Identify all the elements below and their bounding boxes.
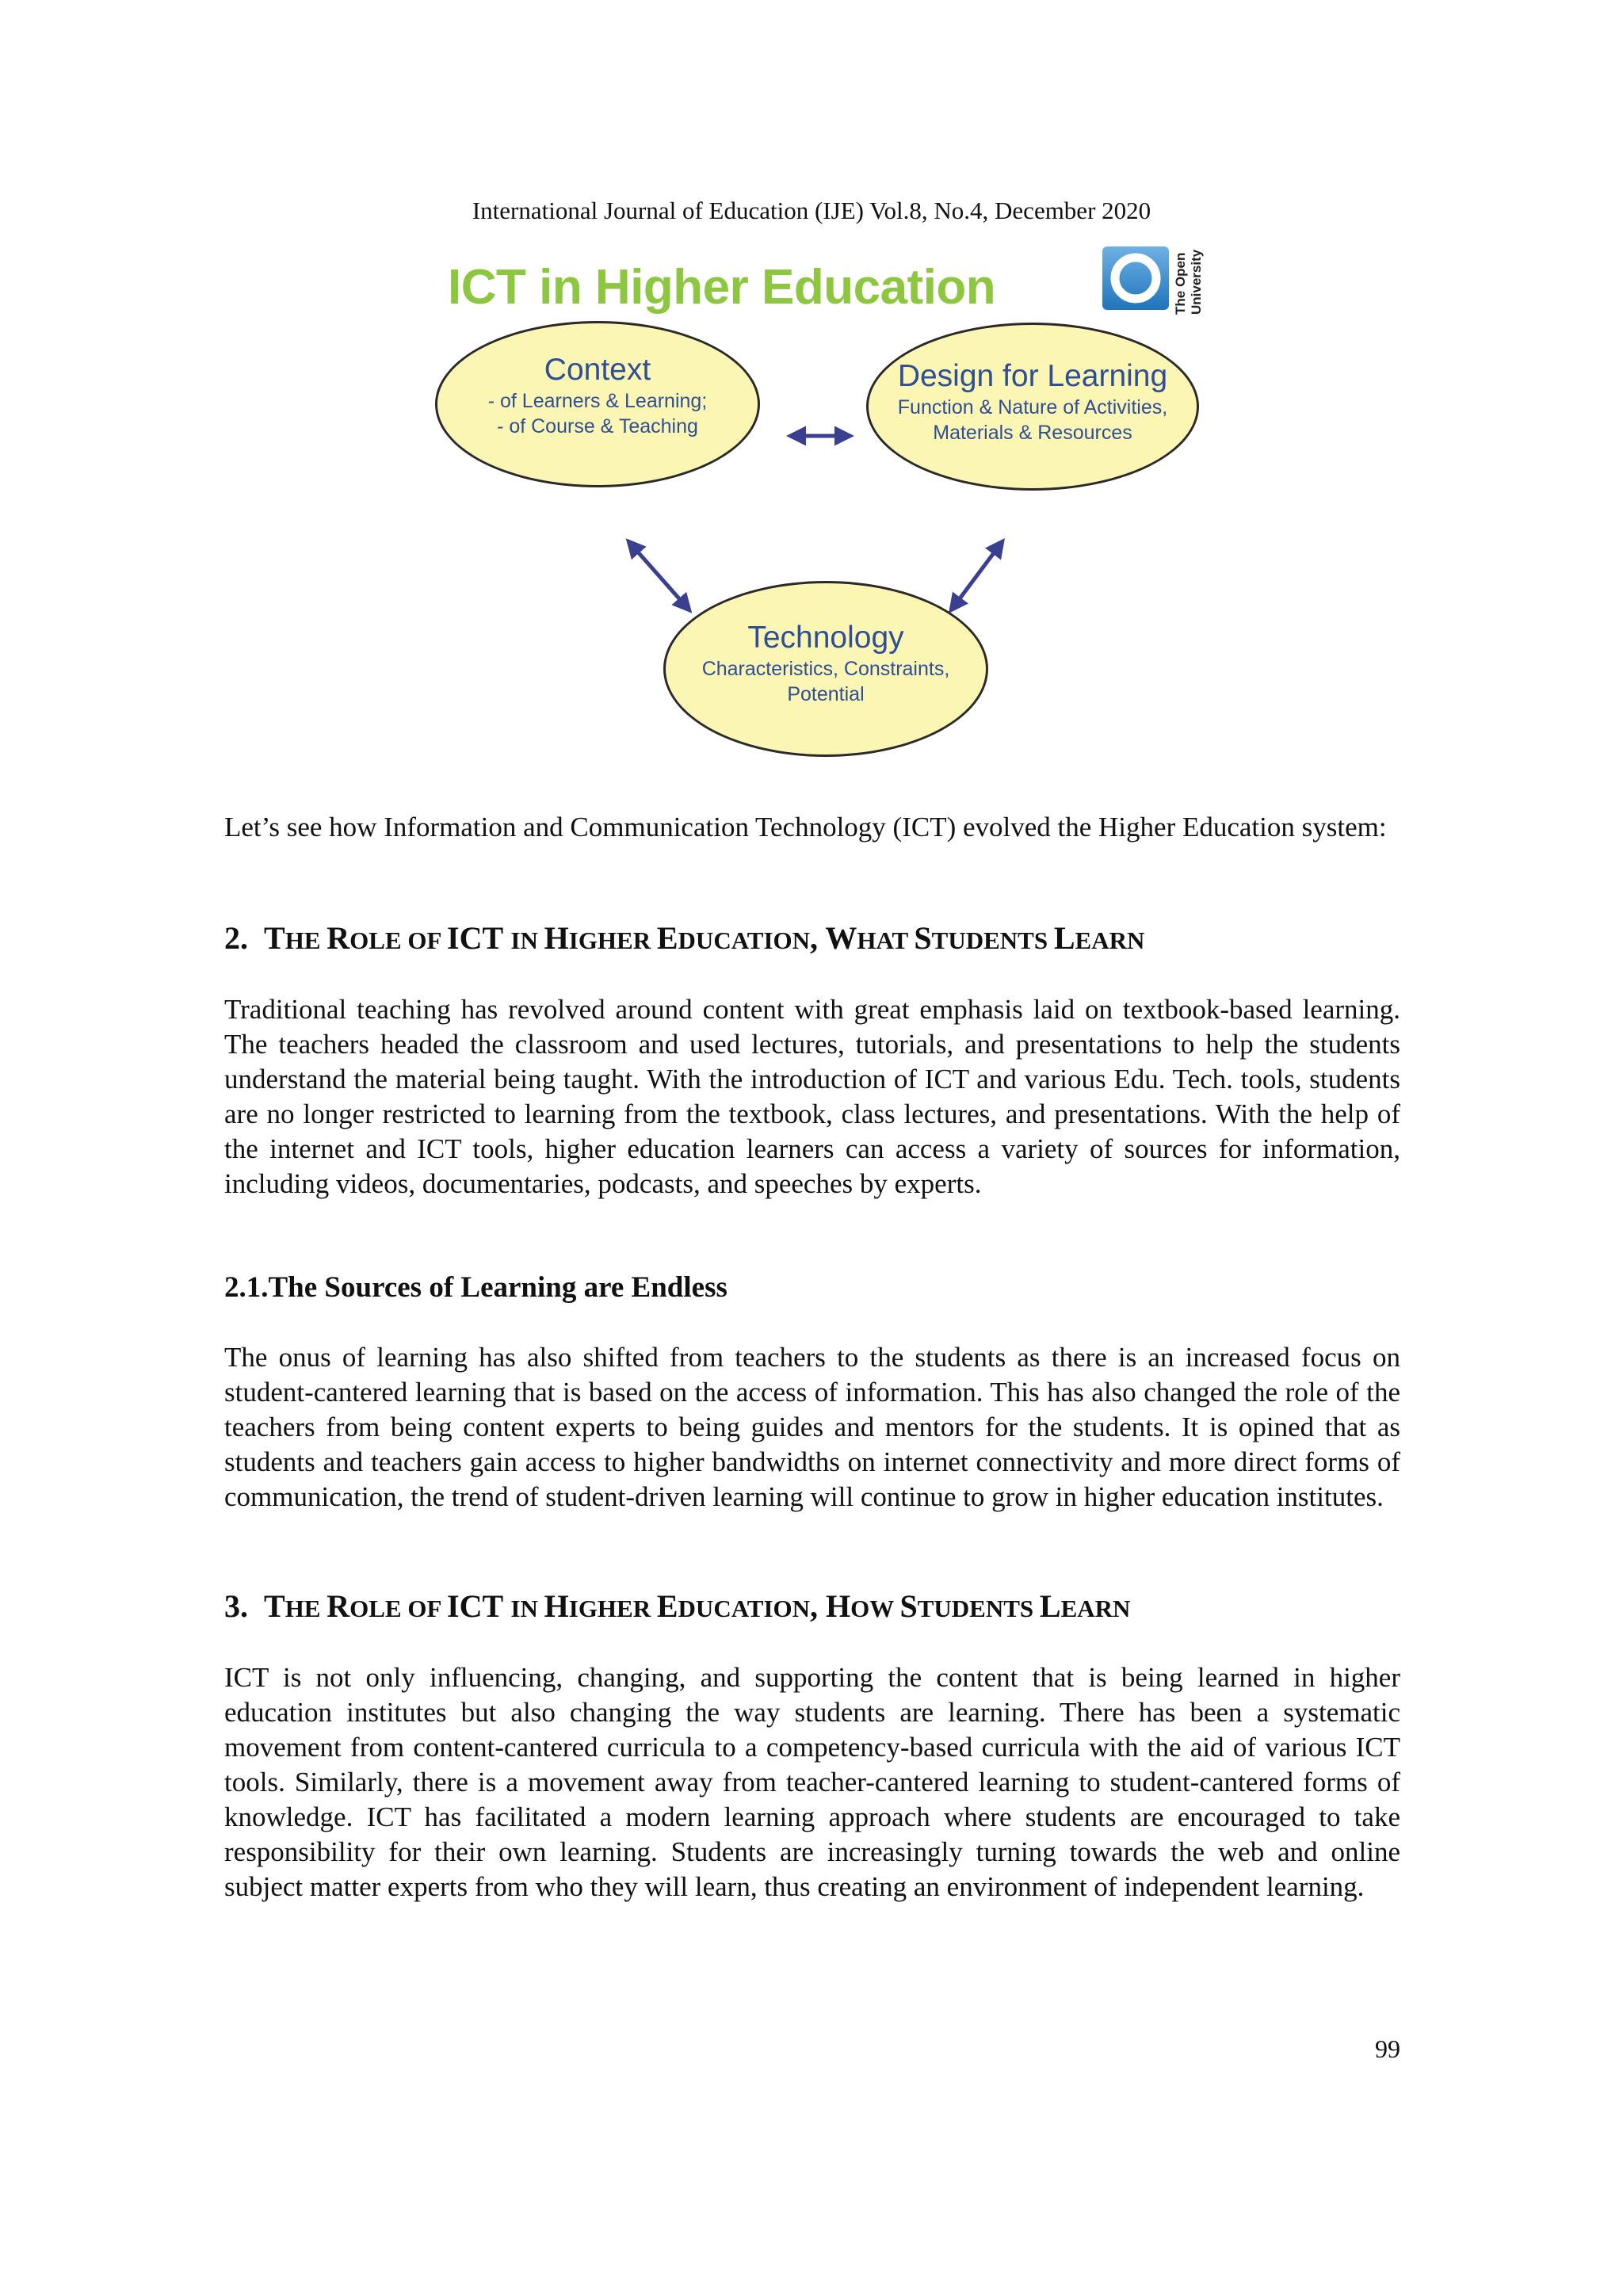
arrow-context-technology — [628, 541, 689, 610]
logo-text: The Open University — [1173, 249, 1204, 315]
context-node — [435, 321, 760, 487]
section-3-heading: 3. THE ROLE OF ICT IN HIGHER EDUCATION, HOW STUDENTS LEARN — [224, 1588, 1131, 1624]
running-head: International Journal of Education (IJE) Vol.8, No.4, December 2020 — [472, 197, 1151, 224]
context-line-1: - of Learners & Learning; — [487, 390, 708, 412]
context-line-2: - of Course & Teaching — [497, 415, 698, 437]
section-2-1-heading: 2.1.The Sources of Learning are Endless — [224, 1271, 727, 1304]
section-2-heading-text: THE ROLE OF ICT IN HIGHER EDUCATION, WHAT STUDENTS LEARN — [264, 920, 1145, 956]
page-number: 99 — [1375, 2034, 1400, 2063]
technology-line-1: Characteristics, Constraints, — [701, 658, 950, 680]
technology-line-2: Potential — [787, 683, 865, 705]
section-2-paragraph: Traditional teaching has revolved around content with great emphasis laid on textbook-based learning. The teachers headed the classroom and used lectures, tutorials, and presentations to help the students understand the material being taught. With the introduction of ICT and various Edu. Tech. tools, students are no longer restricted to learning from the textbook, class lectures, and presentations. With the help of the internet and ICT tools, higher education learners can access a variety of sources for information, including videos, documentaries, podcasts, and speeches by experts. — [224, 994, 1400, 1199]
technology-title: Technology — [747, 621, 904, 655]
technology-node — [663, 581, 988, 757]
design-title: Design for Learning — [897, 359, 1168, 393]
ict-diagram-figure — [424, 242, 1216, 773]
context-title: Context — [544, 353, 651, 387]
figure-title: ICT in Higher Education — [448, 260, 996, 315]
section-3-heading-text: THE ROLE OF ICT IN HIGHER EDUCATION, HOW STUDENTS LEARN — [264, 1588, 1131, 1624]
design-line-1: Function & Nature of Activities, — [897, 396, 1168, 418]
section-3-paragraph: ICT is not only influencing, changing, and supporting the content that is being learned in higher education institutes but also changing the way students are learning. There has been a systematic movement from content-cantered curricula to a competency-based curricula with the aid of various ICT tools. Similarly, there is a movement away from teacher-cantered learning to student-cantered forms of knowledge. ICT has facilitated a modern learning approach where students are encouraged to take responsibility for their own learning. Students are increasingly turning towards the web and online subject matter experts from who they will learn, thus creating an environment of independent learning. — [224, 1662, 1400, 1902]
section-2-1-paragraph: The onus of learning has also shifted from teachers to the students as there is an increased focus on student-cantered learning that is based on the access of information. This has also changed the role of the teachers from being content experts to being guides and mentors for the students. It is opined that as students and teachers gain access to higher bandwidths on internet connectivity and more direct forms of communication, the trend of student-driven learning will continue to grow in higher education institutes. — [224, 1342, 1400, 1512]
design-line-2: Materials & Resources — [933, 422, 1132, 444]
intro-paragraph: Let’s see how Information and Communication Technology (ICT) evolved the Higher Education system: — [224, 812, 1387, 842]
arrow-design-technology — [951, 541, 1002, 610]
design-node — [866, 323, 1199, 491]
section-2-heading: 2. THE ROLE OF ICT IN HIGHER EDUCATION, WHAT STUDENTS LEARN — [224, 920, 1145, 956]
